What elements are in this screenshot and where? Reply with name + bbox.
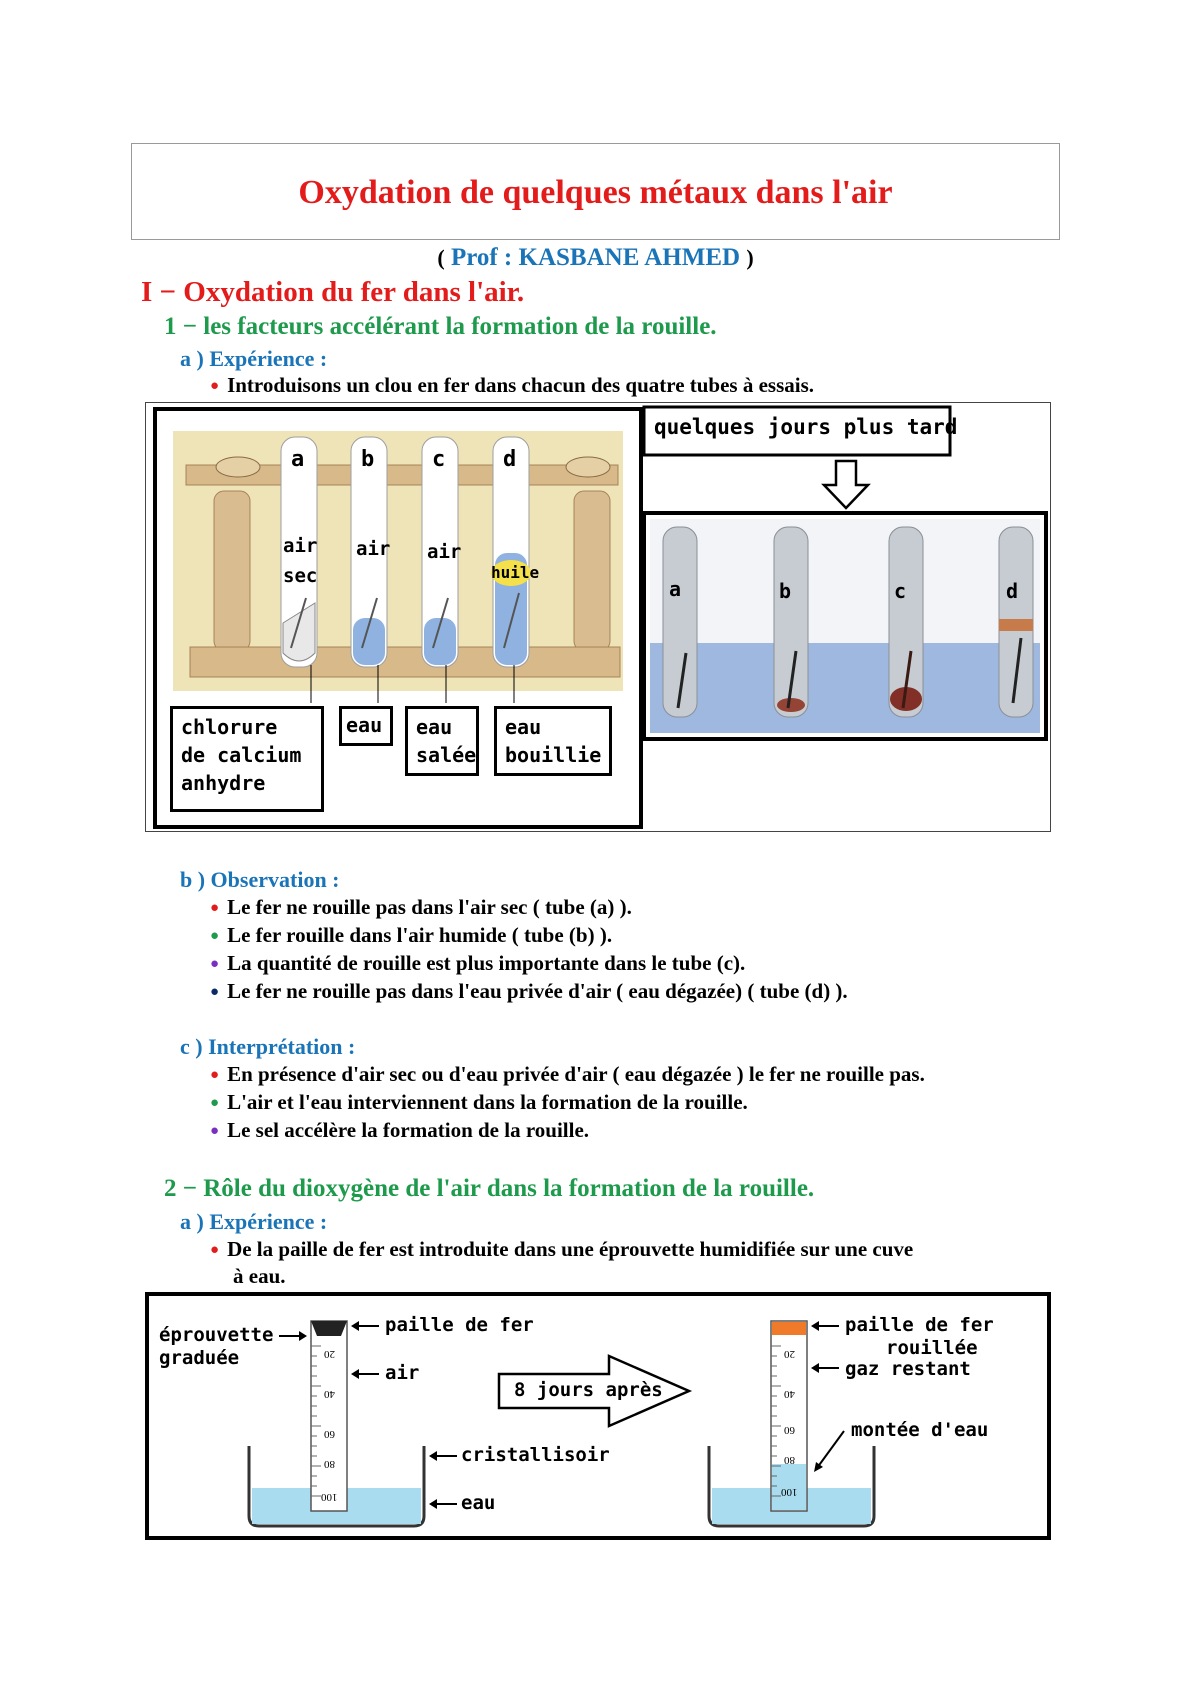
observation-heading: b ) Observation :	[180, 867, 340, 892]
bullet-text: Le sel accélère la formation de la rouille.	[227, 1118, 590, 1142]
subsection-heading-2: 2 − Rôle du dioxygène de l'air dans la formation de la rouille.	[164, 1175, 815, 1202]
label-paille-rouillee-line1: paille de fer	[845, 1314, 994, 1336]
bullet-text: La quantité de rouille est plus importante dans le tube (c).	[227, 951, 746, 975]
bullet-text: De la paille de fer est introduite dans une éprouvette humidifiée sur une cuve	[227, 1237, 914, 1261]
label-cristallisoir: cristallisoir	[461, 1444, 610, 1466]
experience-bullet-2-cont: à eau.	[233, 1264, 286, 1288]
tube-b-content: air	[356, 538, 391, 560]
author-paren-close: )	[746, 245, 754, 270]
later-label: quelques jours plus tard	[654, 415, 958, 439]
observation-bullet-2	[210, 923, 612, 948]
label-eprouvette-line1: éprouvette	[159, 1324, 274, 1346]
scale-right-20: 20	[784, 1348, 795, 1360]
tube-label-b: b	[361, 447, 375, 472]
scale-right-100: 100	[781, 1486, 798, 1498]
bullet-dot-icon: ●	[210, 1095, 220, 1111]
tube-c-content: air	[427, 541, 462, 563]
bullet-text: Introduisons un clou en fer dans chacun des quatre tubes à essais.	[227, 373, 815, 397]
label-eau-text: eau	[346, 713, 383, 737]
tube-label-d: d	[503, 447, 517, 472]
subsection-heading-1: 1 − les facteurs accélérant la formation de la rouille.	[164, 313, 717, 340]
label-eprouvette-line2: graduée	[159, 1347, 240, 1369]
bullet-text: Le fer ne rouille pas dans l'air sec ( tube (a) ).	[227, 895, 632, 919]
author-name: Prof : KASBANE AHMED	[450, 244, 741, 271]
scale-left-20: 20	[324, 1348, 335, 1360]
tube-d-content: huile	[491, 563, 540, 582]
scale-right-60: 60	[784, 1424, 795, 1436]
experience-bullet-2	[210, 1237, 913, 1262]
later-tube-label-b: b	[779, 579, 792, 603]
label-8-jours-apres: 8 jours après	[514, 1379, 663, 1401]
figure-tubes	[145, 402, 1051, 832]
later-tube-label-a: a	[669, 577, 682, 601]
label-air: air	[385, 1362, 420, 1384]
figure-eprouvette	[145, 1292, 1051, 1540]
later-tube-label-c: c	[894, 579, 907, 603]
label-eau-salee-line1: eau	[416, 715, 453, 739]
interpretation-bullet-1	[210, 1062, 925, 1087]
scale-right-80: 80	[784, 1454, 795, 1466]
bullet-text: En présence d'air sec ou d'eau privée d'air ( eau dégazée ) le fer ne rouille pas.	[227, 1062, 925, 1086]
label-eau-bouillie-line2: bouillie	[505, 743, 602, 767]
interpretation-bullet-2	[210, 1090, 748, 1115]
interpretation-heading: c ) Interprétation :	[180, 1034, 356, 1059]
experience-bullet-1	[210, 373, 814, 398]
bullet-dot-icon: ●	[210, 1123, 220, 1139]
bullet-dot-icon: ●	[210, 1067, 220, 1083]
section-heading-1: I − Oxydation du fer dans l'air.	[141, 276, 525, 308]
scale-left-80: 80	[324, 1458, 335, 1470]
label-gaz-restant: gaz restant	[845, 1358, 971, 1380]
bullet-text: Le fer ne rouille pas dans l'eau privée d'air ( eau dégazée) ( tube (d) ).	[227, 979, 848, 1003]
bullet-dot-icon: ●	[210, 928, 220, 944]
bullet-dot-icon: ●	[210, 900, 220, 916]
tube-a-content-line1: air	[283, 535, 318, 557]
author-line	[131, 244, 1060, 272]
page-title: Oxydation de quelques métaux dans l'air	[298, 174, 893, 211]
interpretation-bullet-3	[210, 1118, 589, 1143]
observation-bullet-3	[210, 951, 745, 976]
experience-heading-2: a ) Expérience :	[180, 1209, 328, 1234]
tube-label-c: c	[432, 447, 446, 472]
label-eau-bouillie-line1: eau	[505, 715, 542, 739]
observation-bullet-1	[210, 895, 632, 920]
label-chlorure-line3: anhydre	[181, 771, 266, 795]
label-paille-rouillee-line2: rouillée	[886, 1337, 978, 1359]
scale-right-40: 40	[784, 1388, 795, 1400]
tube-a-content-line2: sec	[283, 565, 318, 587]
label-paille-de-fer: paille de fer	[385, 1314, 534, 1336]
tube-label-a: a	[291, 447, 305, 472]
bullet-dot-icon: ●	[210, 1242, 220, 1258]
label-montee-eau: montée d'eau	[851, 1419, 989, 1441]
label-eau-fig2: eau	[461, 1492, 496, 1514]
label-chlorure-line1: chlorure	[181, 715, 278, 739]
bullet-dot-icon: ●	[210, 378, 220, 394]
scale-left-40: 40	[324, 1388, 335, 1400]
label-eau-salee	[405, 706, 479, 776]
label-chlorure-line2: de calcium	[181, 743, 302, 767]
label-chlorure	[170, 706, 324, 812]
later-tube-label-d: d	[1006, 579, 1019, 603]
scale-left-60: 60	[324, 1428, 335, 1440]
label-eau-salee-line2: salée	[416, 743, 477, 767]
bullet-dot-icon: ●	[210, 984, 220, 1000]
bullet-text: L'air et l'eau interviennent dans la formation de la rouille.	[227, 1090, 748, 1114]
label-eau	[339, 706, 393, 746]
label-eau-bouillie	[494, 706, 612, 776]
bullet-text: Le fer rouille dans l'air humide ( tube (b) ).	[227, 923, 613, 947]
scale-left-100: 100	[321, 1491, 338, 1503]
bullet-dot-icon: ●	[210, 956, 220, 972]
author-paren-open: (	[437, 245, 445, 270]
observation-bullet-4	[210, 979, 848, 1004]
experience-heading-1: a ) Expérience :	[180, 346, 328, 371]
